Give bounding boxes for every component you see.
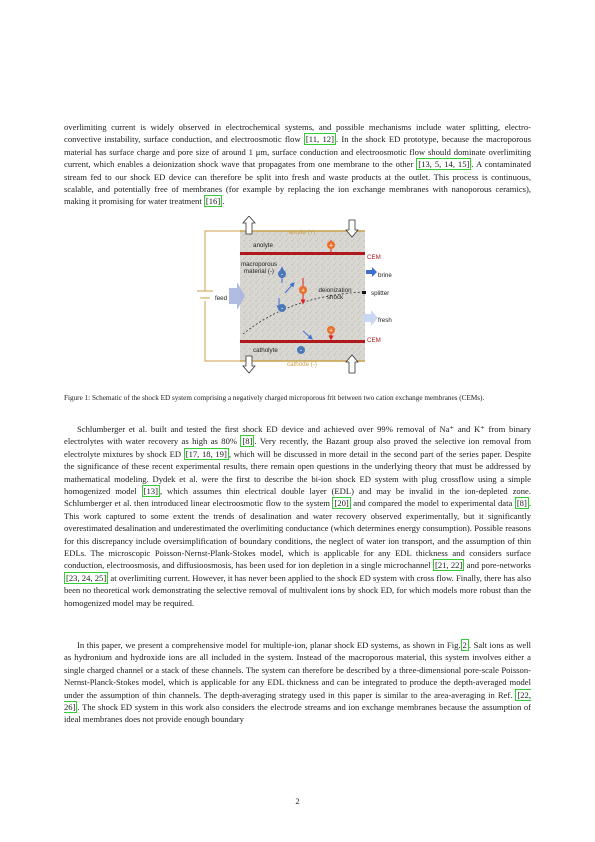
- paragraph-this-paper: In this paper, we present a comprehensive model for multiple-ion, planar shock ED systems, as shown in Fig. 2 . Salt ions as well as hydronium and hydroxide ions are all included in the system. Instead of the macroporous material, this system involves either a single charged channel or a stack of these channels. The system can therefore be described by a three-dimensional pore-scale Poisson-Nernst-Planck-Stokes model, which is applicable for any EDL thickness and can be integrated to produce the depth-averaged model under the assumption of thin channels. The depth-averaging strategy used in this paper is similar to the area-averaging in Ref. [22, 26] . The shock ED system in this work also considers the electrode streams and ion exchange membranes because the assumption of ideal membranes does not provide enough boundary: [64, 640, 532, 725]
- svg-text:+: +: [328, 242, 334, 250]
- deionization-shock-label: deionization: [318, 287, 352, 294]
- catholyte-label: catholyte: [253, 347, 278, 354]
- figure-shock-ed-schematic: [195, 216, 405, 386]
- anode-label: anode (+): [288, 229, 316, 236]
- svg-text:+: +: [300, 287, 306, 295]
- svg-text:-: -: [280, 305, 284, 313]
- page-number: 2: [295, 796, 300, 806]
- citation-link[interactable]: [11, 12]: [305, 134, 334, 145]
- paragraph-intro-continued: overlimiting current is widely observed in electrochemical systems, and possible mechanisms include water splitting, electro-convective instability, surface conduction, and electroosmotic flow [11, 12] . In the shock ED prototype, because the macroporous material has surface charge and pore size of around 1 μm, surface conduction and electroosmotic flow should dominate overlimiting current, which enables a deionization shock wave that propagates from one membrane to the other [13, 5, 14, 15] . A contaminated stream fed to our shock ED device can therefore be split into fresh and waste products at the outlet. This process is continuous, scalable, and potentially free of membranes (for example by replacing the ion exchange membranes with nanoporous ceramics), making it promising for water treatment [16] .: [64, 122, 531, 207]
- paragraph-background: Schlumberger et al. built and tested the first shock ED device and achieved over 99% removal of Na⁺ and K⁺ from binary electrolytes with water recovery as high as 80% [8] . Very recently, the Bazant group also proved the selective ion removal from electrolyte mixtures by shock ED [17, 18, 19] , which will be discussed in more detail in the second part of the series paper. Despite the significance of these recent experimental results, there remain open questions in the underlying theory that must be addressed by mathematical modeling. Dydek et al. were the first to describe the bi-ion shock ED system with plug crossflow using a simple homogenized model [13] , which assumes thin electrical double layer (EDL) and may be invalid in the ion-depleted zone. Schlumberger et al. then introduced linear electroosmotic flow to the system [20] and compared the model to experimental data [8] . This work captured to some extent the trends of desalination and water recovery observed experimentally, but it significantly overestimated desalination and underestimated the overlimiting conductance (which determines energy consumption). Possible reasons for this discrepancy include oversimplification of boundary conditions, the neglect of water ion transport, and the assumption of thin EDLs. The microscopic Poisson-Nernst-Plank-Stokes model, which is applicable for any EDL thickness and considers surface conduction, electroosmosis, and diffusioosmosis, has been used for ion depletion in a single microchannel [21, 22] and pore-networks [23, 24, 25] at overlimiting current. However, it has never been applied to the shock ED system with cross flow. Finally, there has also been no theoretical work demonstrating the selective removal of multivalent ions by shock ED, for which models more robust than the homogenized model may be required.: [64, 424, 531, 608]
- citation-link[interactable]: [21, 22]: [434, 560, 463, 571]
- cem-membrane-top: [240, 252, 365, 255]
- cathode-label: cathode (-): [287, 361, 317, 368]
- cem-membrane-bottom: [240, 340, 365, 343]
- citation-link[interactable]: [13, 5, 14, 15]: [418, 159, 470, 170]
- splitter-label: splitter: [371, 290, 390, 297]
- splitter-marker: [362, 291, 366, 294]
- anolyte-label: anolyte: [253, 242, 273, 249]
- citation-link[interactable]: [13]: [143, 486, 158, 497]
- cem-label-top: CEM: [367, 254, 381, 261]
- fresh-label: fresh: [378, 317, 392, 324]
- citation-link[interactable]: [16]: [205, 196, 221, 207]
- feed-label: feed: [215, 295, 228, 302]
- fresh-arrow: [363, 310, 378, 326]
- svg-text:+: +: [328, 327, 334, 335]
- citation-link[interactable]: [20]: [334, 498, 349, 509]
- citation-link[interactable]: [8]: [516, 498, 527, 509]
- figure-link[interactable]: 2: [462, 640, 467, 650]
- svg-text:-: -: [280, 271, 284, 279]
- deionization-shock-label: shock: [326, 294, 344, 301]
- figure-caption: Figure 1: Schematic of the shock ED system comprising a negatively charged microporous frit between two cation exchange membranes (CEMs).: [64, 394, 485, 402]
- citation-link[interactable]: [17, 18, 19]: [185, 448, 227, 459]
- svg-text:-: -: [299, 347, 303, 355]
- cem-label-bottom: CEM: [367, 337, 381, 344]
- citation-link[interactable]: [22, 26]: [64, 689, 531, 713]
- citation-link[interactable]: [8]: [242, 436, 253, 447]
- brine-label: brine: [378, 272, 392, 279]
- macroporous-label: macroporous: [240, 261, 278, 268]
- macroporous-label: material (-): [244, 268, 274, 275]
- citation-link[interactable]: [23, 24, 25]: [66, 572, 107, 583]
- brine-arrow: [366, 267, 377, 277]
